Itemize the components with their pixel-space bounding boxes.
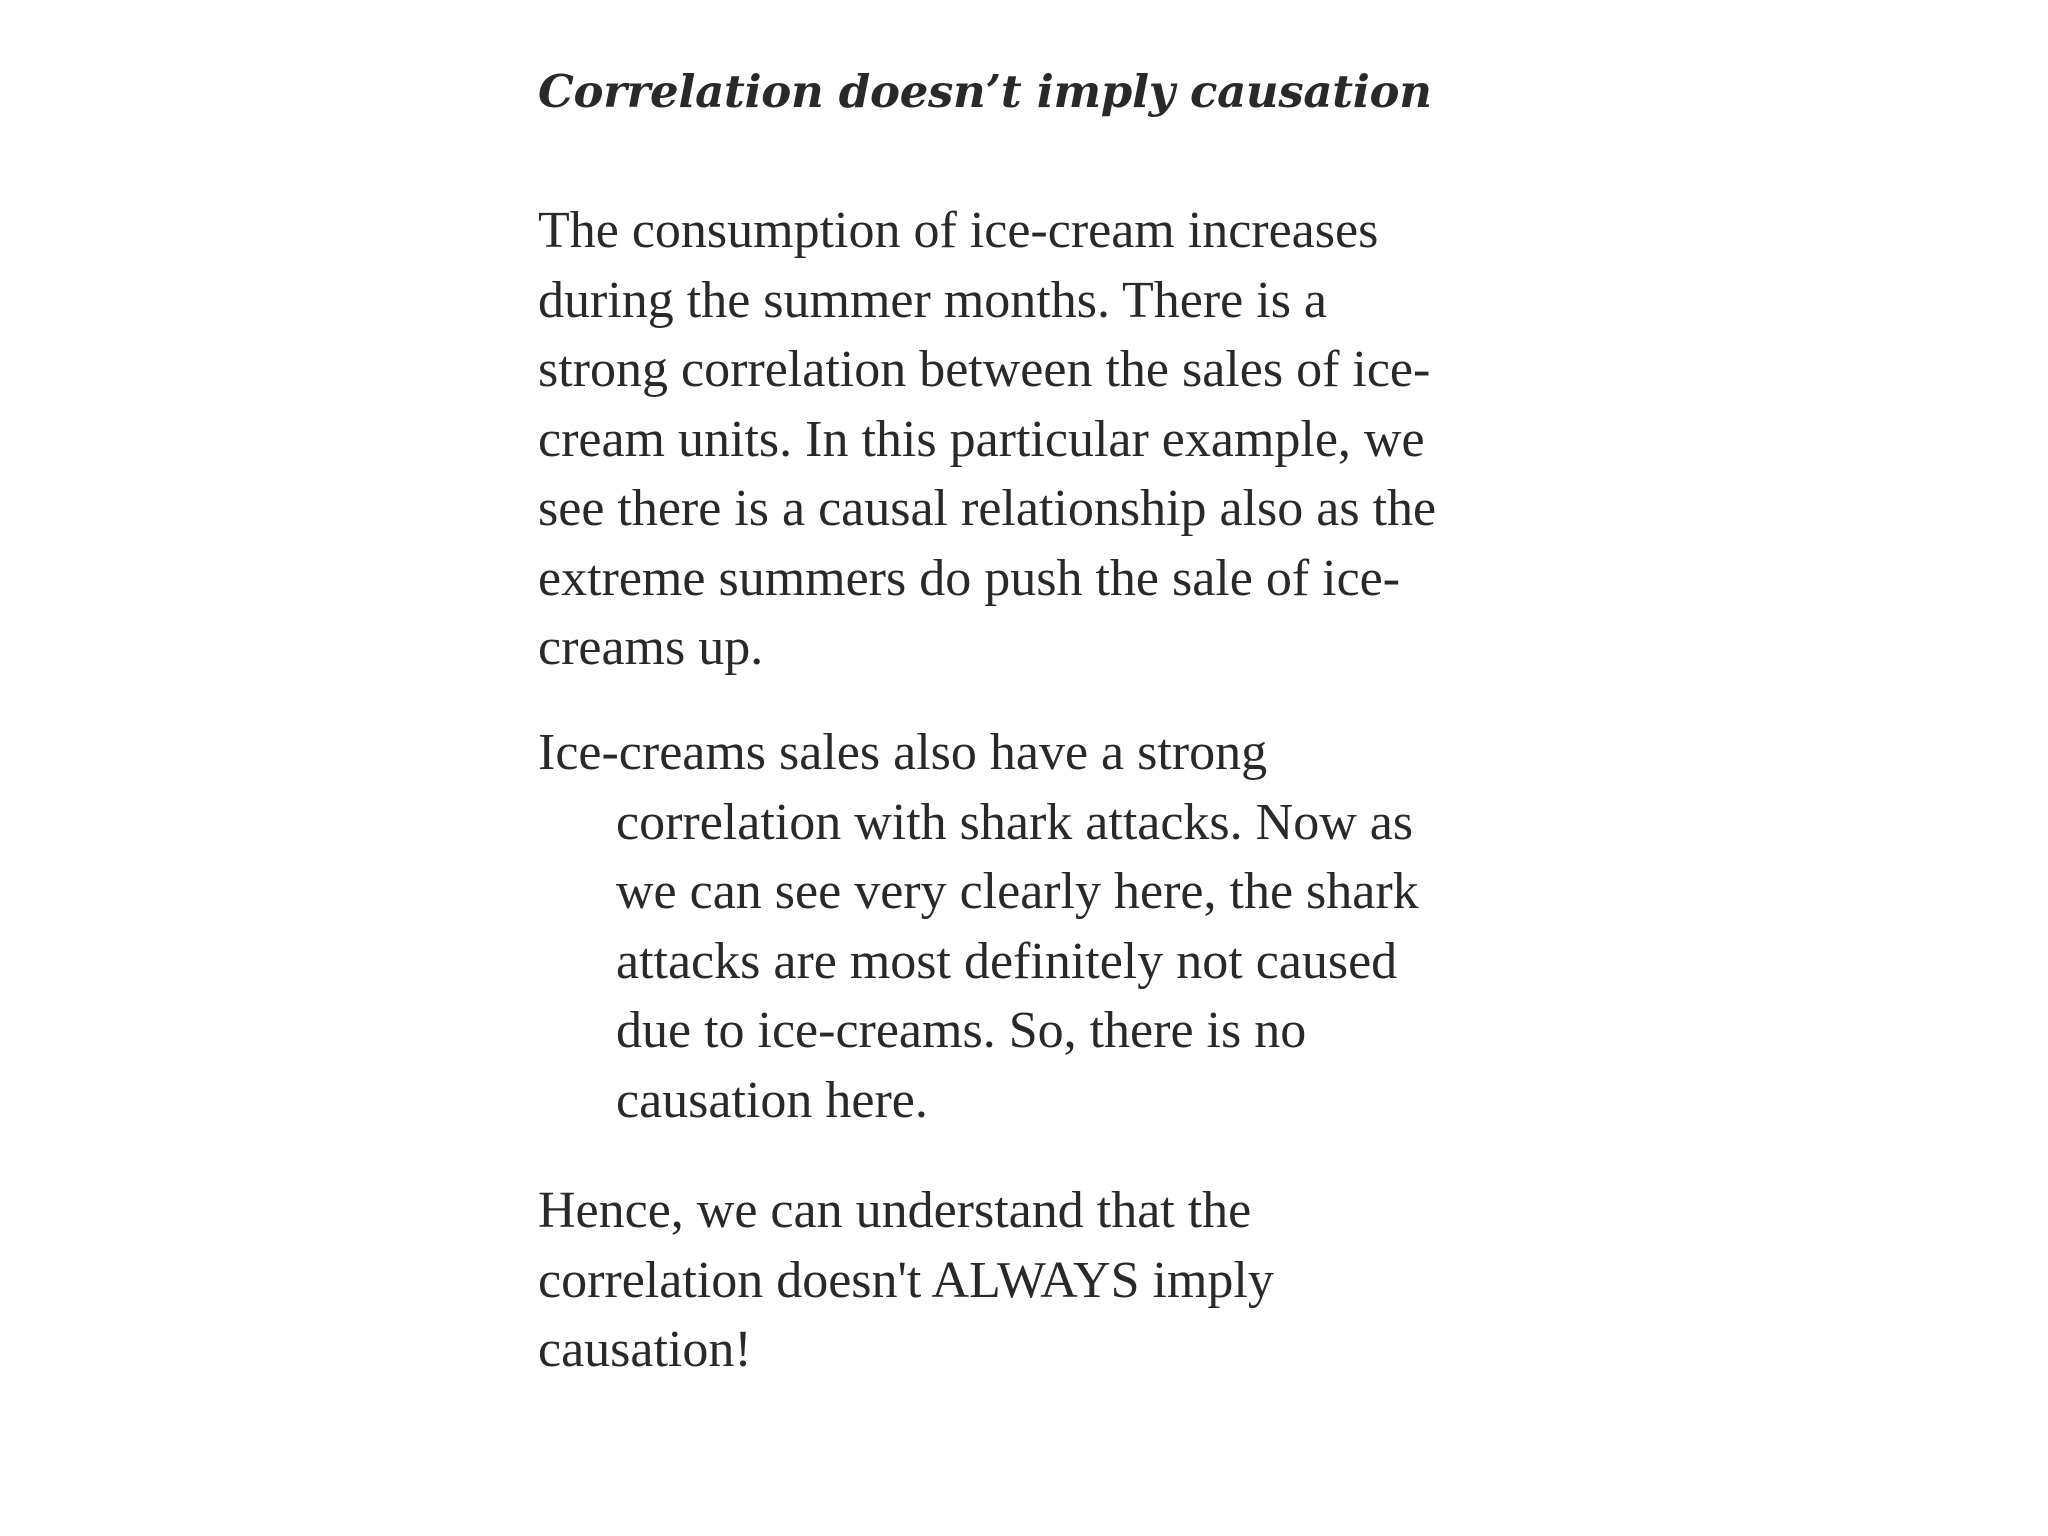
paragraph-ice-cream-consumption: [538, 196, 1538, 683]
text-line: extreme summers do push the sale of ice-: [538, 549, 1401, 607]
text-line: we can see very clearly here, the shark: [616, 863, 1419, 920]
text-line: correlation doesn't ALWAYS imply: [538, 1251, 1274, 1309]
text-line: cream units. In this particular example, we: [538, 410, 1425, 468]
text-line: causation here.: [616, 1071, 928, 1129]
text-line: attacks are most definitely not caused: [616, 932, 1398, 990]
text-line: creams up.: [538, 619, 764, 676]
section-heading: Correlation doesn’t imply causation: [538, 65, 1432, 118]
text-line: causation!: [538, 1321, 752, 1378]
text-line: Hence, we can understand that the: [538, 1182, 1252, 1239]
text-line: during the summer months. There is a: [538, 271, 1328, 329]
paragraph-conclusion: [538, 1176, 1538, 1385]
text-line: correlation with shark attacks. Now as: [616, 793, 1414, 851]
text-line: Ice-creams sales also have a strong: [538, 724, 1268, 781]
article-body: [538, 58, 1538, 1378]
text-line: The consumption of ice-cream increases: [538, 202, 1379, 259]
text-line: strong correlation between the sales of ice-: [538, 341, 1431, 398]
text-line: see there is a causal relationship also as the: [538, 480, 1437, 537]
text-line: due to ice-creams. So, there is no: [616, 1002, 1307, 1059]
paragraph-shark-attacks: [538, 718, 1538, 1135]
